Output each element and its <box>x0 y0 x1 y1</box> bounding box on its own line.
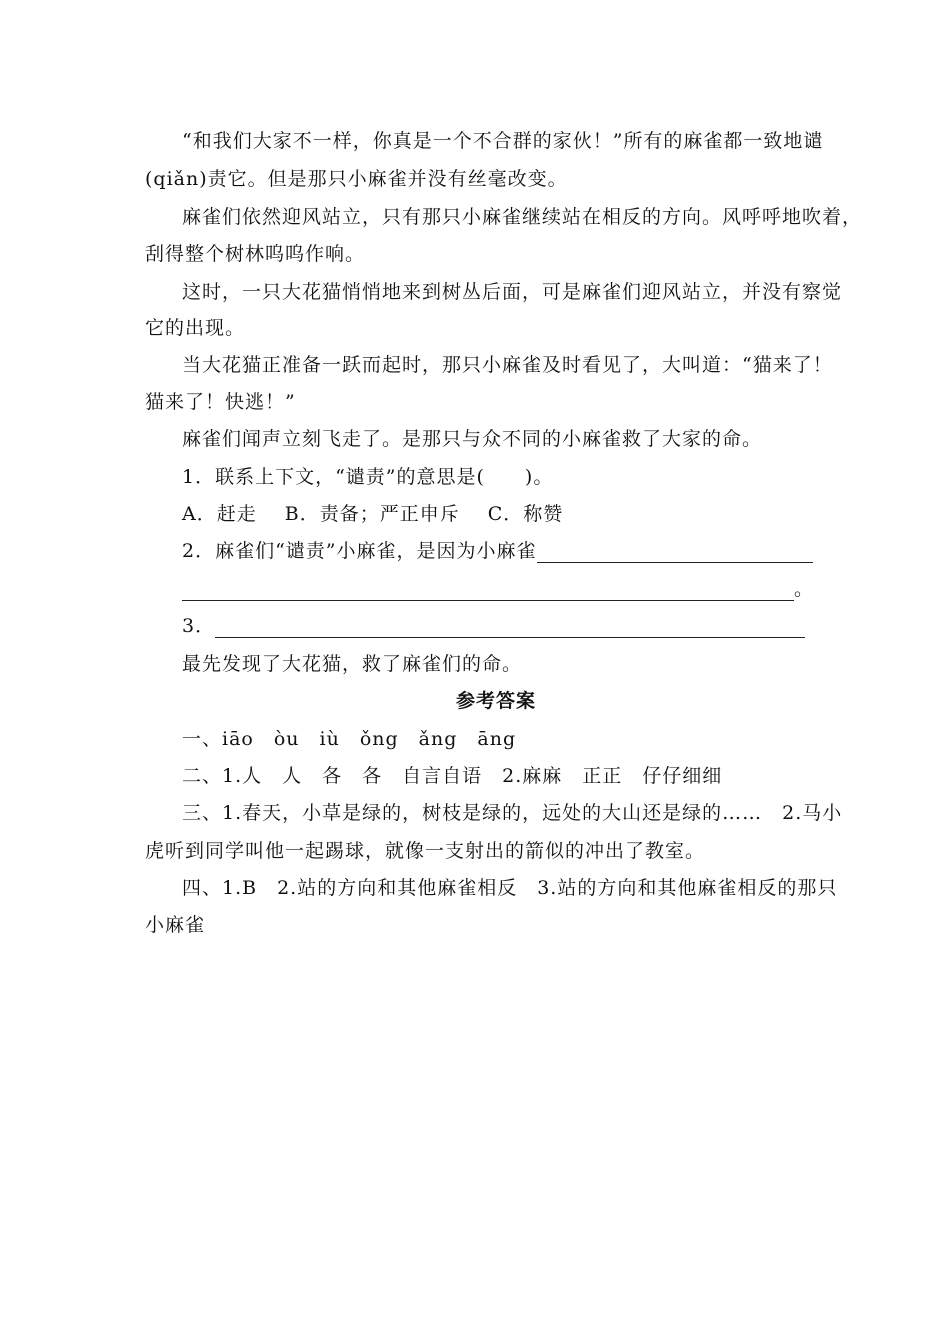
answer-blank[interactable] <box>537 542 813 563</box>
story-paragraph-1-line-1: “和我们大家不一样，你真是一个不合群的家伙！”所有的麻雀都一致地谴 <box>182 130 824 152</box>
answer-4-line-2: 小麻雀 <box>145 914 206 936</box>
answer-4-line-1: 四、1.B 2.站的方向和其他麻雀相反 3.站的方向和其他麻雀相反的那只 <box>182 877 838 899</box>
story-paragraph-4-line-2: 猫来了！快逃！” <box>145 391 296 413</box>
question-2-end: 。 <box>794 578 815 600</box>
story-paragraph-2-line-2: 刮得整个树林呜呜作响。 <box>145 243 366 265</box>
question-2-text: 2．麻雀们“谴责”小麻雀，是因为小麻雀 <box>182 540 537 562</box>
question-1-options <box>182 502 563 526</box>
story-paragraph-4-line-1: 当大花猫正准备一跃而起时，那只小麻雀及时看见了，大叫道：“猫来了！ <box>182 354 833 376</box>
answer-3-line-2: 虎听到同学叫他一起踢球，就像一支射出的箭似的冲出了教室。 <box>145 840 706 862</box>
story-paragraph-1-line-2: (qiǎn)责它。但是那只小麻雀并没有丝毫改变。 <box>145 168 568 190</box>
option-c: C．称赞 <box>487 503 564 525</box>
answer-blank[interactable] <box>215 617 805 638</box>
answer-blank[interactable] <box>182 580 794 601</box>
story-paragraph-3-line-1: 这时，一只大花猫悄悄地来到树丛后面，可是麻雀们迎风站立，并没有察觉 <box>182 281 843 303</box>
question-3-number: 3． <box>182 615 216 637</box>
story-paragraph-3-line-2: 它的出现。 <box>145 317 246 339</box>
story-paragraph-5: 麻雀们闻声立刻飞走了。是那只与众不同的小麻雀救了大家的命。 <box>182 428 763 450</box>
question-2-continuation <box>182 577 814 601</box>
option-a: A．赶走 <box>182 503 257 525</box>
option-b: B．责备；严正申斥 <box>284 503 460 525</box>
answers-title: 参考答案 <box>456 690 537 712</box>
story-paragraph-2-line-1: 麻雀们依然迎风站立，只有那只小麻雀继续站在相反的方向。风呼呼地吹着， <box>182 206 863 228</box>
answer-3-line-1: 三、1.春天，小草是绿的，树枝是绿的，远处的大山还是绿的…… 2.马小 <box>182 802 843 824</box>
answer-1: 一、iāo òu iù ǒng ǎng āng <box>182 728 517 750</box>
question-3 <box>182 614 805 638</box>
question-2 <box>182 539 813 563</box>
answer-2: 二、1.人 人 各 各 自言自语 2.麻麻 正正 仔仔细细 <box>182 765 723 787</box>
question-3-tail: 最先发现了大花猫，救了麻雀们的命。 <box>182 653 523 675</box>
question-1: 1．联系上下文，“谴责”的意思是( )。 <box>182 466 554 488</box>
